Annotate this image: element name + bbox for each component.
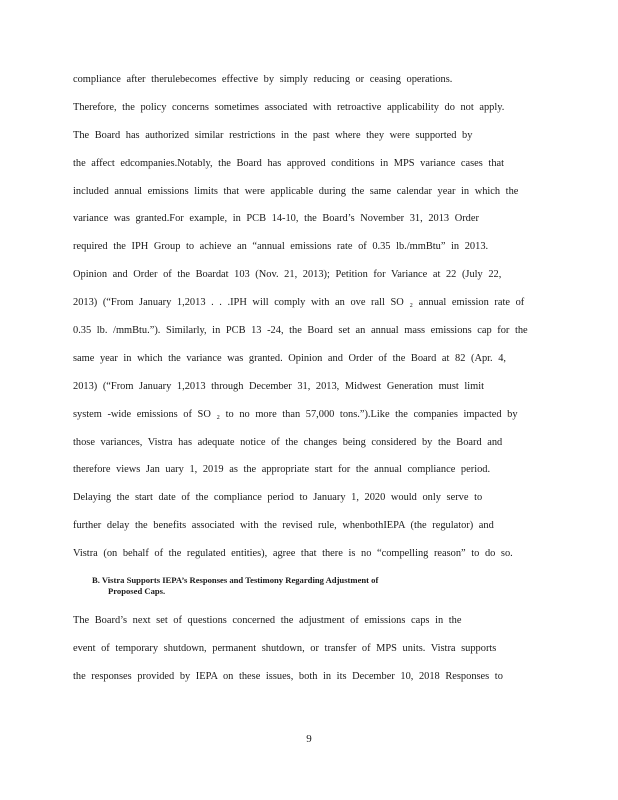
paragraph-1-line-18: Vistra (on behalf of the regulated entities), agree that there is no “compelling reason” to do so. (73, 548, 513, 559)
section-heading-line-1: B. Vistra Supports IEPA’s Responses and Testimony Regarding Adjustment of (92, 575, 379, 585)
paragraph-1-line-2: Therefore, the policy concerns sometimes associated with retroactive applicability do not apply. (73, 102, 505, 113)
paragraph-1-line-17: further delay the benefits associated with the revised rule, whenbothIEPA (the regulator) and (73, 520, 494, 531)
paragraph-1-line-10: 0.35 lb. /mmBtu.”). Similarly, in PCB 13 -24, the Board set an annual mass emissions cap for the (73, 325, 528, 336)
paragraph-1-line-7: required the IPH Group to achieve an “annual emissions rate of 0.35 lb./mmBtu” in 2013. (73, 241, 489, 252)
paragraph-1-line-11: same year in which the variance was granted. Opinion and Order of the Board at 82 (Apr. 4, (73, 353, 507, 364)
paragraph-1-line-1: compliance after therulebecomes effective by simply reducing or ceasing operations. (73, 74, 453, 85)
paragraph-1-line-6: variance was granted.For example, in PCB 14-10, the Board’s November 31, 2013 Order (73, 213, 479, 224)
paragraph-1-line-14: those variances, Vistra has adequate notice of the changes being considered by the Board and (73, 437, 503, 448)
paragraph-2-line-1: The Board’s next set of questions concerned the adjustment of emissions caps in the (73, 615, 462, 626)
paragraph-2-line-3: the responses provided by IEPA on these issues, both in its December 10, 2018 Responses to (73, 671, 503, 682)
paragraph-1-line-13: system -wide emissions of SO ₂ to no more than 57,000 tons.”).Like the companies impacted by (73, 409, 518, 420)
paragraph-2-line-2: event of temporary shutdown, permanent shutdown, or transfer of MPS units. Vistra supports (73, 643, 497, 654)
paragraph-1-line-16: Delaying the start date of the compliance period to January 1, 2020 would only serve to (73, 492, 483, 503)
section-heading-line-2: Proposed Caps. (108, 586, 166, 596)
paragraph-1-line-8: Opinion and Order of the Boardat 103 (Nov. 21, 2013); Petition for Variance at 22 (July 22, (73, 269, 502, 280)
paragraph-1-line-12: 2013) (“From January 1,2013 through December 31, 2013, Midwest Generation must limit (73, 381, 485, 392)
paragraph-1-line-3: The Board has authorized similar restrictions in the past where they were supported by (73, 130, 473, 141)
paragraph-1-line-4: the affect edcompanies.Notably, the Board has approved conditions in MPS variance cases that (73, 158, 505, 169)
paragraph-1-line-5: included annual emissions limits that were applicable during the same calendar year in which the (73, 186, 519, 197)
paragraph-1-line-15: therefore views Jan uary 1, 2019 as the appropriate start for the annual compliance period. (73, 464, 491, 475)
paragraph-1-line-9: 2013) (“From January 1,2013 . . .IPH will comply with an ove rall SO ₂ annual emission rate of (73, 297, 525, 308)
page-number: 9 (306, 733, 312, 745)
